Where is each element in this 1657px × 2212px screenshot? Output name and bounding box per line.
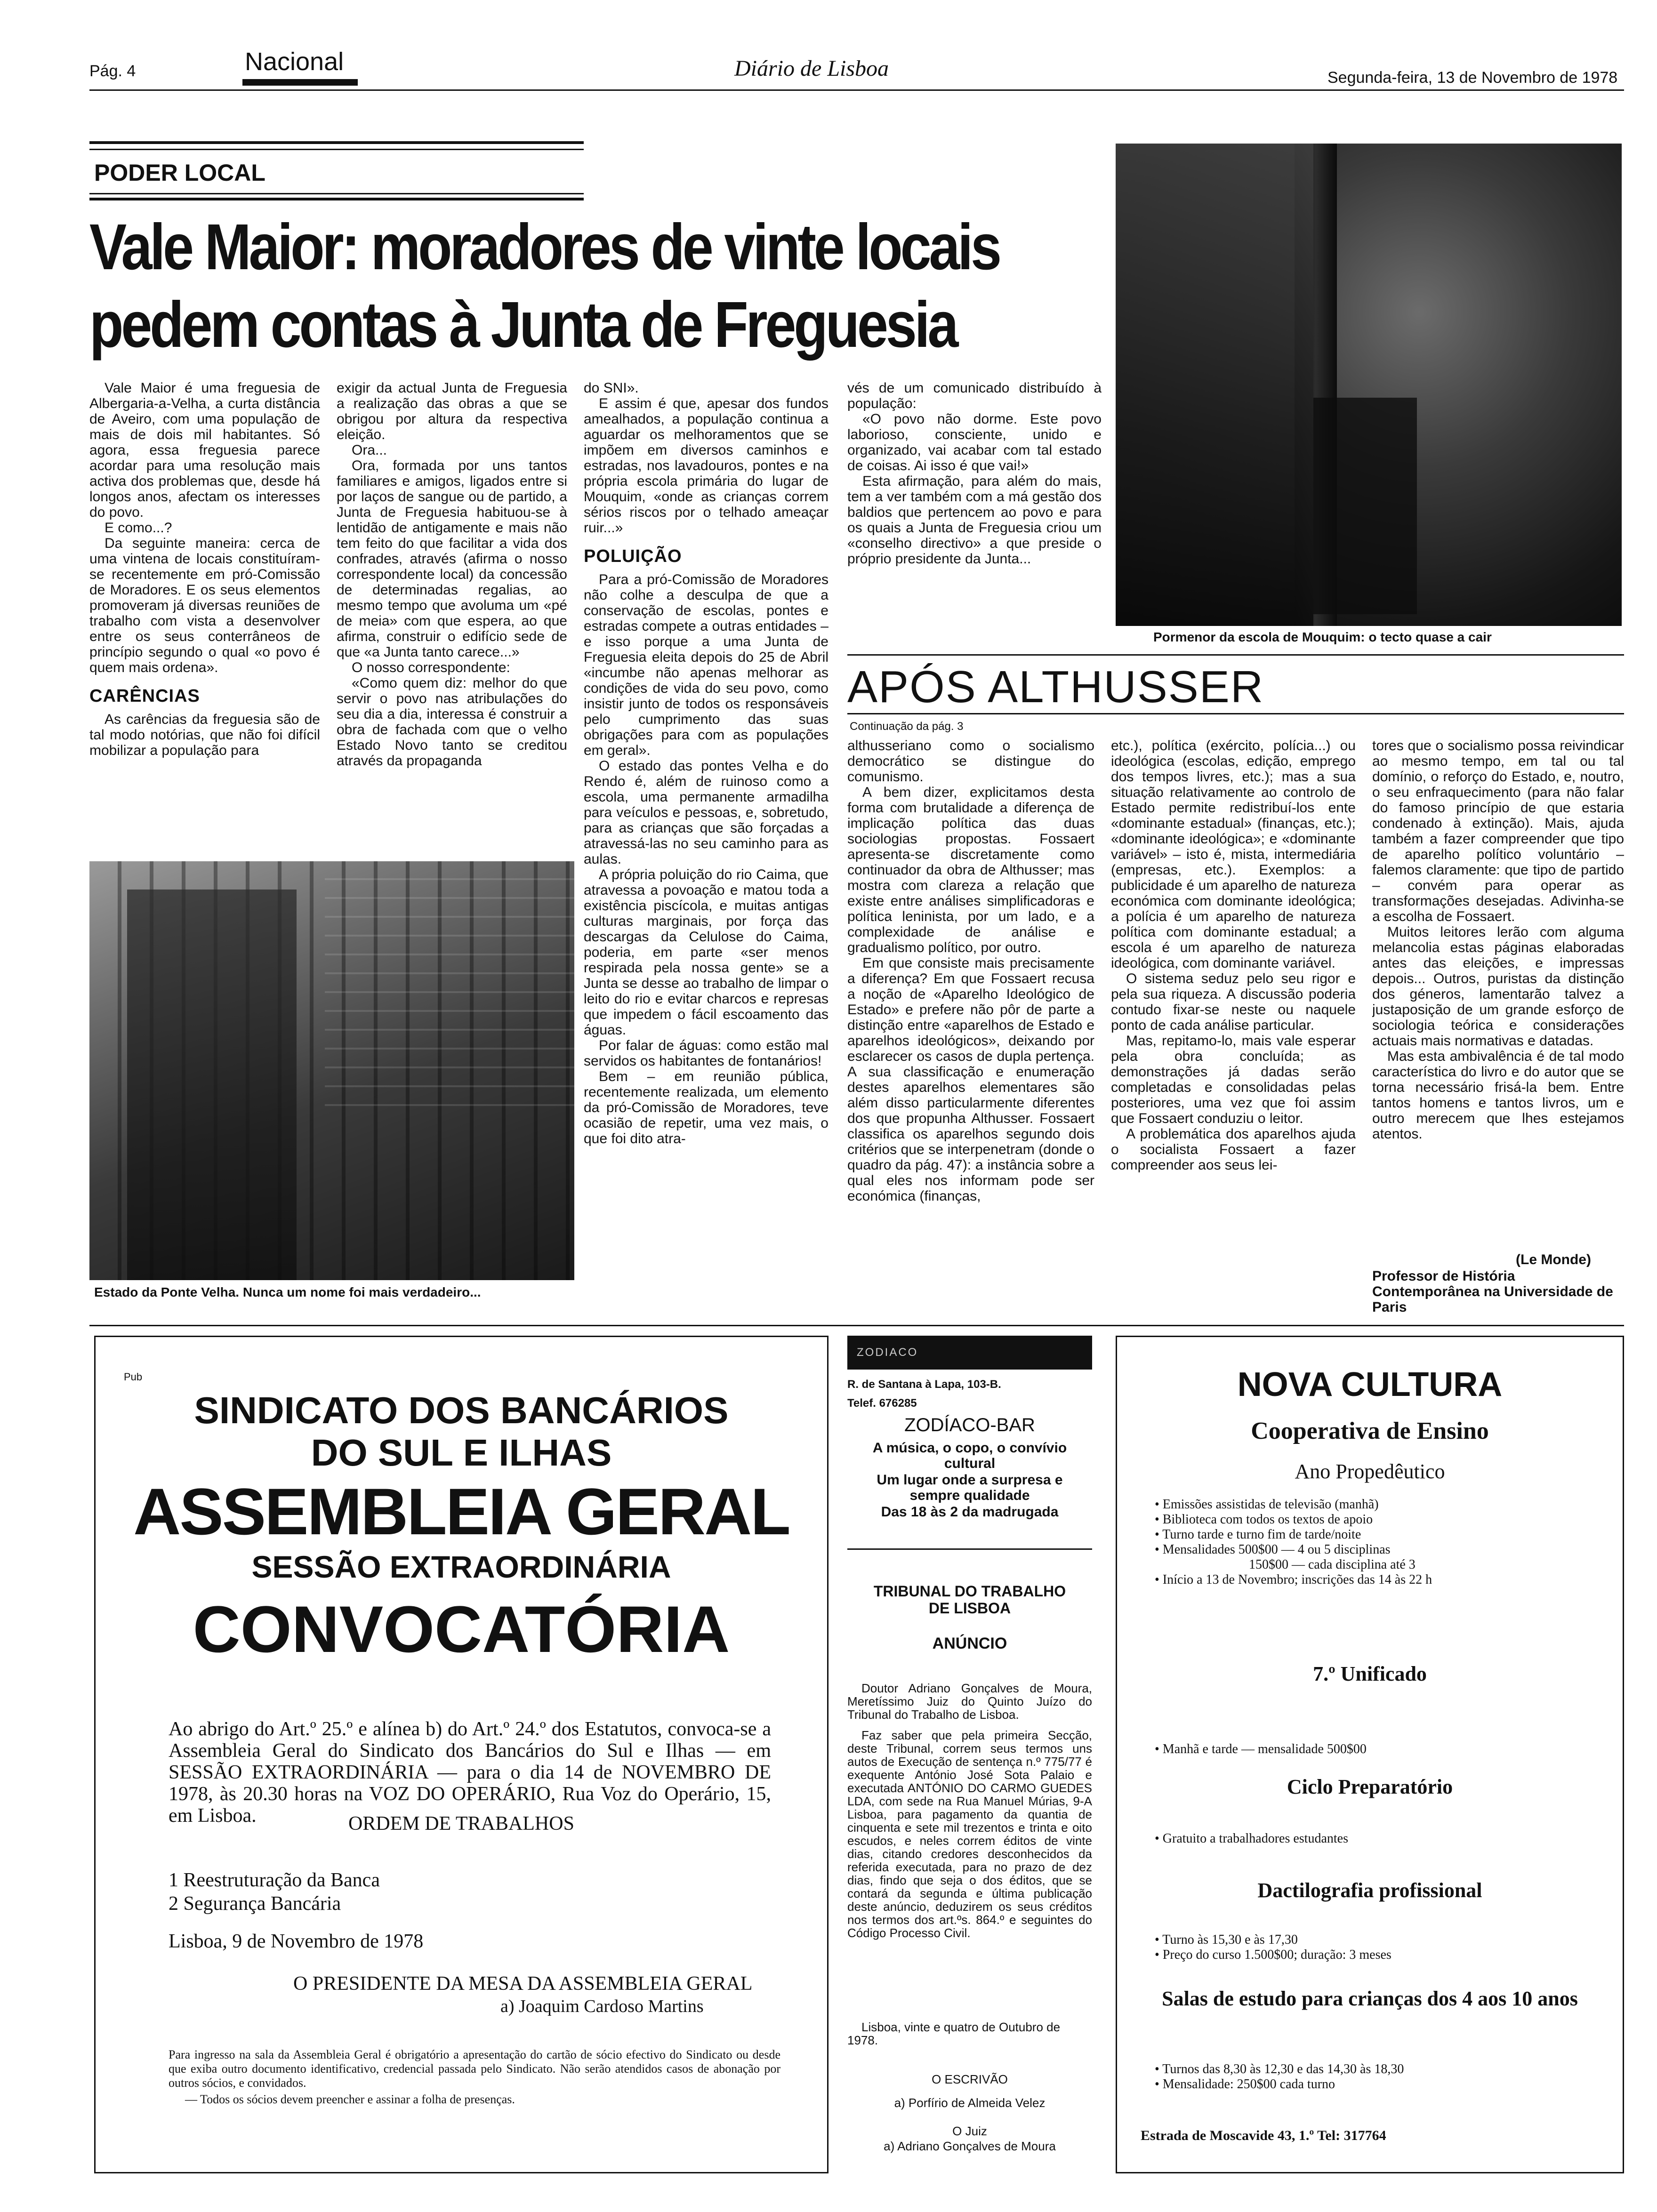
kicker-rule-bottom bbox=[89, 193, 584, 194]
newspaper-name: Diário de Lisboa bbox=[734, 56, 889, 81]
kicker-rule-bottom2 bbox=[89, 198, 584, 200]
list-item: • Turno às 15,30 e às 17,30 bbox=[1155, 1932, 1298, 1947]
paragraph: O sistema seduz pelo seu rigor e pela sua riqueza. A discussão poderia contudo fixar-se neste ou naquele ponto de cada análise particular. bbox=[1111, 971, 1356, 1033]
kicker-rule-top2 bbox=[89, 149, 584, 150]
pub-label: Pub bbox=[124, 1371, 143, 1383]
tribunal-anuncio: ANÚNCIO bbox=[932, 1635, 1007, 1652]
nc-list-4 bbox=[1155, 1932, 1392, 1963]
paragraph: Vale Maior é uma freguesia de Albergaria-a-Velha, a curta distância de Aveiro, com uma população de mais de dois mil habitantes. Só agora, essa freguesia parece acordar para uma resolução mais activa dos problemas que, desde há longos anos, afectam os interesses do povo. bbox=[89, 380, 320, 520]
ad-place-date: Lisboa, 9 de Novembro de 1978 bbox=[169, 1931, 424, 1952]
zodiaco-name: ZODÍACO-BAR bbox=[904, 1415, 1035, 1435]
zodiaco-line-3: Das 18 às 2 da madrugada bbox=[881, 1504, 1059, 1520]
paragraph: Para a pró-Comissão de Moradores não colhe a desculpa de que a conservação de escolas, pontes e estradas compete a outras entidades – e isso porque a uma Junta de Freguesia eleita depois do 25 de Abril «incumbe não apenas melhorar as condições de vida do seu povo, como insistir junto de todos os responsáveis pelo cumprimento das suas obrigações para com as populações em geral». bbox=[584, 572, 828, 758]
tribunal-juiz-name: a) Adriano Gonçalves de Moura bbox=[884, 2139, 1056, 2153]
paragraph: Bem – em reunião pública, recentemente realizada, um elemento da pró-Comissão de Moradores, teve ocasião de repetir, uma vez mais, o que foi dito atra- bbox=[584, 1069, 828, 1146]
tribunal-title: TRIBUNAL DO TRABALHO DE LISBOA bbox=[873, 1583, 1066, 1617]
list-item: • Emissões assistidas de televisão (manhã) bbox=[1155, 1497, 1379, 1512]
paragraph: exigir da actual Junta de Freguesia a realização das obras a que se obrigou por altura da respectiva eleição. bbox=[337, 380, 567, 442]
list-item: • Mensalidades 500$00 — 4 ou 5 disciplinas bbox=[1155, 1542, 1391, 1557]
kicker: PODER LOCAL bbox=[94, 160, 265, 186]
paragraph: Por falar de águas: como estão mal servidos os habitantes de fontanários! bbox=[584, 1038, 828, 1069]
ad-title-5: CONVOCATÓRIA bbox=[193, 1592, 730, 1666]
kicker-rule-top bbox=[89, 141, 584, 144]
paragraph: Muitos leitores lerão com alguma melancolia estas páginas elaboradas antes das eleições, e impressas depois... Outros, puristas da distinção dos géneros, lamentarão talvez a justaposição de um grande esforço de sociologia teórica e considerações actuais mais normativas e datadas. bbox=[1372, 924, 1624, 1049]
nc-subtitle: Cooperativa de Ensino bbox=[1251, 1418, 1489, 1444]
paragraph: Ora, formada por uns tantos familiares e amigos, ligados entre si por laços de sangue ou de partido, a Junta de Freguesia habituou-se à lentidão de antigamente e mais não tem feito do que facilitar a vida dos confrades, através (afirma o nosso correspondente local) da concessão de determinadas regalias, ao mesmo tempo que avoluma um «pé de meia» com que espera, ao que afirma, construir o edifício sede de que «a Junta tanto carece...» bbox=[337, 458, 567, 660]
continuation-note: Continuação da pág. 3 bbox=[850, 720, 964, 733]
article2-col2 bbox=[1111, 738, 1356, 1322]
ad-note-1: Para ingresso na sala da Assembleia Geral é obrigatório a apresentação do cartão de sócio efectivo do Sindicato ou desde que exiba outro documento identificativo, credencial passada pelo Sindicato. Não serão atendidos casos de abonação por outros sócios, e convidados. bbox=[169, 2048, 780, 2090]
paragraph: Em que consiste mais precisamente a diferença? Em que Fossaert recusa a noção de «Aparelho Ideológico de Estado» e prefere não pôr de parte a distinção entre «aparelhos de Estado e aparelhos ideológicos», deixando por esclarecer os casos de dupla pertença. A sua classificação e enumeração destes aparelhos elementares são além disso particularmente diferentes dos que propunha Althusser. Fossaert classifica os aparelhos segundo dois critérios que se interpenetram (donde o quadro da pág. 47): a instância sobre a qual eles nos informam pode ser económica (finanças, bbox=[847, 955, 1094, 1204]
ad-note-2: — Todos os sócios devem preencher e assinar a folha de presenças. bbox=[185, 2092, 515, 2106]
article1-col2 bbox=[337, 380, 567, 851]
ads-top-rule bbox=[89, 1325, 1624, 1326]
tribunal-escrivao: O ESCRIVÃO bbox=[932, 2072, 1008, 2086]
nc-list-5 bbox=[1155, 2062, 1404, 2092]
paragraph: Mas esta ambivalência é de tal modo característica do livro e do autor que se torna necessário frisá-la bem. Entre tantos homens e tantos livros, um e outro merecem que lhes estejamos atentos. bbox=[1372, 1049, 1624, 1142]
nc-address: Estrada de Moscavide 43, 1.º Tel: 317764 bbox=[1141, 2128, 1386, 2143]
ad-title-2: DO SUL E ILHAS bbox=[311, 1432, 612, 1474]
paragraph: vés de um comunicado distribuído à população: bbox=[847, 380, 1102, 411]
list-item: • Mensalidade: 250$00 cada turno bbox=[1155, 2077, 1335, 2092]
list-item: • Preço do curso 1.500$00; duração: 3 meses bbox=[1155, 1948, 1392, 1962]
article1-col3 bbox=[584, 380, 828, 1317]
nc-section-1: Ano Propedêutico bbox=[1295, 1460, 1445, 1483]
subhead-carencias: CARÊNCIAS bbox=[89, 686, 200, 706]
nc-list-1 bbox=[1155, 1497, 1578, 1587]
paragraph: E assim é que, apesar dos fundos amealhados, a população continua a aguardar os melhoramentos que se impõem em diversos caminhos e estradas, nos lavadouros, pontes e na própria escola primária do lugar de Mouquim, «onde as crianças correm sérios riscos por o telhado ameaçar ruir...» bbox=[584, 396, 828, 536]
issue-date: Segunda-feira, 13 de Novembro de 1978 bbox=[1327, 69, 1618, 87]
tribunal-p3: Lisboa, vinte e quatro de Outubro de 1978. bbox=[847, 2020, 1061, 2047]
paragraph: do SNI». bbox=[584, 380, 639, 396]
nc-section-4: Dactilografia profissional bbox=[1257, 1879, 1482, 1902]
nc-section-5: Salas de estudo para crianças dos 4 aos 10 anos bbox=[1162, 1987, 1578, 2010]
paragraph: Esta afirmação, para além do mais, tem a ver também com a má gestão dos baldios que pertencem ao povo e para os quais a Junta de Freguesia criou um «conselho directivo» a que preside o próprio presidente da Junta... bbox=[847, 473, 1102, 567]
list-item: • Início a 13 de Novembro; inscrições das 14 às 22 h bbox=[1155, 1572, 1432, 1587]
list-item: • Turnos das 8,30 às 12,30 e das 14,30 às 18,30 bbox=[1155, 2062, 1404, 2076]
headline-line-1: Vale Maior: moradores de vinte locais bbox=[89, 211, 999, 283]
ad-item-2: 2 Segurança Bancária bbox=[169, 1893, 341, 1915]
tribunal-juiz: O Juiz bbox=[952, 2124, 987, 2138]
page-number: Pág. 4 bbox=[89, 62, 136, 80]
paragraph: «Como quem diz: melhor do que servir o povo nas atribulações do seu dia a dia, interessa é construir a obra de fachada com que o velho Estado Novo tanto se creditou através da propaganda bbox=[337, 675, 567, 769]
ad-title-1: SINDICATO DOS BANCÁRIOS bbox=[194, 1389, 729, 1431]
zodiaco-logo: ZODIACO bbox=[847, 1336, 1092, 1370]
paragraph: Ora... bbox=[352, 442, 387, 458]
headline-line-2: pedem contas à Junta de Freguesia bbox=[89, 289, 957, 361]
paragraph: Mas, repitamo-lo, mais vale esperar pela obra concluída; as demonstrações já dadas serão completadas e consolidadas pelas posteriores, uma vez que foi assim que Fossaert conduziu o leitor. bbox=[1111, 1033, 1356, 1126]
ponte-velha-photo bbox=[89, 861, 574, 1280]
paragraph: As carências da freguesia são de tal modo notórias, que não foi difícil mobilizar a população para bbox=[89, 712, 320, 758]
article2-top-rule bbox=[847, 654, 1624, 656]
ad-title-4: SESSÃO EXTRAORDINÁRIA bbox=[251, 1549, 671, 1584]
article1-col4 bbox=[847, 380, 1102, 644]
subhead-poluicao: POLUIÇÃO bbox=[584, 546, 682, 566]
zodiaco-line-1: A música, o copo, o convívio cultural bbox=[872, 1440, 1067, 1471]
ad-body: Ao abrigo do Art.º 25.º e alínea b) do Art.º 24.º dos Estatutos, convoca-se a Assembleia Geral do Sindicato dos Bancários do Sul e Ilhas — em SESSÃO EXTRAORDINÁRIA — para o dia 14 de NOVEMBRO DE 1978, às 20.30 horas na VOZ DO OPERÁRIO, Rua Voz do Operário, 15, em Lisboa. bbox=[169, 1718, 771, 1827]
paragraph: E como...? bbox=[105, 520, 172, 536]
tribunal-ad bbox=[847, 1548, 1092, 2174]
nc-section-2: 7.º Unificado bbox=[1313, 1662, 1427, 1685]
article2-col1 bbox=[847, 738, 1094, 1322]
tribunal-escrivao-name: a) Porfírio de Almeida Velez bbox=[894, 2096, 1046, 2110]
paragraph: tores que o socialismo possa reivindicar ao mesmo tempo, em tal ou tal domínio, o reforço do Estado, e, noutro, o seu enfraquecimento (para não falar do famoso princípio de que estaria condenado à extinção). Mais, ajuda também a fazer compreender que tipo de aparelho político voluntário – falemos claramente: que tipo de partido – convém para operar as transformações desejadas. Adivinha-se a escolha de Fossaert. bbox=[1372, 738, 1624, 924]
zodiaco-line-2: Um lugar onde a surpresa e sempre qualidade bbox=[877, 1472, 1063, 1503]
nc-list-2: • Manhã e tarde — mensalidade 500$00 bbox=[1155, 1742, 1367, 1756]
list-item: • Biblioteca com todos os textos de apoio bbox=[1155, 1512, 1373, 1527]
list-item: 150$00 — cada disciplina até 3 bbox=[1249, 1557, 1416, 1572]
zodiaco-address: R. de Santana à Lapa, 103-B. bbox=[847, 1378, 1001, 1391]
nc-list-3: • Gratuito a trabalhadores estudantes bbox=[1155, 1831, 1348, 1846]
paragraph: A própria poluição do rio Caima, que atravessa a povoação e matou toda a existência piscícola, e muitas antigas culturas marginais, por força das descargas da Celulose do Caima, poderia, em parte «ser menos respirada pela nossa gente» se a Junta se desse ao trabalho de limpar o leito do rio e evitar charcos e represas que impedem o fácil escoamento das águas. bbox=[584, 867, 828, 1038]
article2-headline-rule bbox=[847, 713, 1624, 714]
ad-ordem: ORDEM DE TRABALHOS bbox=[348, 1813, 574, 1835]
paragraph: etc.), política (exército, polícia...) ou ideológica (escolas, edição, emprego dos tempos livres, etc.); mas a sua situação relativamente ao controlo de Estado permite redistribuí-los ente «dominante estadual» (finanças, etc.); «dominante ideológica»; e «dominante variável» – isto é, mista, intermediária (empresas, etc.). Exemplos: a publicidade é um aparelho de natureza económica com dominante ideológica; a polícia é um aparelho de natureza política com dominante estadual; a escola é um aparelho de natureza ideológica, com dominante variável. bbox=[1111, 738, 1356, 971]
ad-president: O PRESIDENTE DA MESA DA ASSEMBLEIA GERAL bbox=[293, 1973, 753, 1995]
section-title: Nacional bbox=[245, 48, 344, 76]
photo1-caption: Pormenor da escola de Mouquim: o tecto quase a cair bbox=[1153, 630, 1492, 644]
list-item: • Turno tarde e turno fim de tarde/noite bbox=[1155, 1527, 1361, 1542]
school-roof-photo bbox=[1116, 144, 1622, 626]
photo2-caption: Estado da Ponte Velha. Nunca um nome foi mais verdadeiro... bbox=[94, 1285, 481, 1299]
article2-byline: Professor de História Contemporânea na Universidade de Paris bbox=[1372, 1268, 1613, 1315]
nc-section-3: Ciclo Preparatório bbox=[1287, 1775, 1453, 1798]
paragraph: A bem dizer, explicitamos desta forma com brutalidade a diferença de implicação política das duas sociologias propostas. Fossaert apresenta-se discretamente como continuador da obra de Althusser; mas mostra com clareza a relação que existe entre análises simplificadoras e política leninista, por um lado, e a complexidade de análise e gradualismo político, por outro. bbox=[847, 785, 1094, 955]
ad-title-3: ASSEMBLEIA GERAL bbox=[133, 1475, 789, 1548]
article2-headline: APÓS ALTHUSSER bbox=[847, 662, 1264, 712]
article2-source: (Le Monde) bbox=[1516, 1252, 1591, 1267]
paragraph: O nosso correspondente: bbox=[352, 660, 510, 675]
paragraph: althusseriano como o socialismo democrático se distingue do comunismo. bbox=[847, 738, 1094, 785]
article2-col3 bbox=[1372, 738, 1624, 1260]
nc-title: NOVA CULTURA bbox=[1237, 1366, 1503, 1403]
masthead-rule bbox=[89, 89, 1624, 91]
paragraph: «O povo não dorme. Este povo laborioso, consciente, unido e organizado, vai acabar com tal estado de coisas. Ai isso é que vai!» bbox=[847, 411, 1102, 473]
paragraph: Da seguinte maneira: cerca de uma vintena de locais constituíram-se recentemente em pró-Comissão de Moradores. E os seus elementos promoveram já diversas reuniões de trabalho com vista a desenvolver entre os seus conterrâneos de princípio segundo o qual «o povo é quem mais ordena». bbox=[89, 536, 320, 675]
nova-cultura-ad bbox=[1116, 1336, 1624, 2173]
ad-signature: a) Joaquim Cardoso Martins bbox=[500, 1996, 704, 2016]
sindicato-ad bbox=[94, 1336, 828, 2173]
zodiaco-phone: Telef. 676285 bbox=[847, 1397, 917, 1410]
zodiaco-ad bbox=[847, 1336, 1092, 1538]
paragraph: A problemática dos aparelhos ajuda o socialista Fossaert a fazer compreender aos seus lei- bbox=[1111, 1126, 1356, 1173]
tribunal-p2: Faz saber que pela primeira Secção, deste Tribunal, correm seus termos uns autos de Execução de sentença n.º 775/77 é exequente António José Sota Palaio e executada ANTÓNIO DO CARMO GUEDES LDA, com sede na Rua Manuel Múrias, 9-A Lisboa, para pagamento da quantia de cinquenta e sete mil trezentos e trinta e oito escudos, e neles correm éditos de vinte dias, citando credores desconhecidos da referida executada, para no prazo de dez dias, findo que seja o dos éditos, que se contará da segunda e última publicação deste anúncio, deduzirem os seus créditos nos termos dos art.ºs. 864.º e seguintes do Código Processo Civil. bbox=[847, 1728, 1092, 1940]
paragraph: O estado das pontes Velha e do Rendo é, além de ruinoso como a escola, uma permanente armadilha para veículos e pessoas, e, sobretudo, para as crianças que são forçadas a atravessá-las no seu caminho para as aulas. bbox=[584, 758, 828, 867]
ad-item-1: 1 Reestruturação da Banca bbox=[169, 1869, 380, 1891]
section-underline bbox=[242, 79, 358, 86]
tribunal-p1: Doutor Adriano Gonçalves de Moura, Meretíssimo Juiz do Quinto Juízo do Tribunal do Trabalho de Lisboa. bbox=[847, 1681, 1092, 1722]
article1-col1 bbox=[89, 380, 320, 851]
